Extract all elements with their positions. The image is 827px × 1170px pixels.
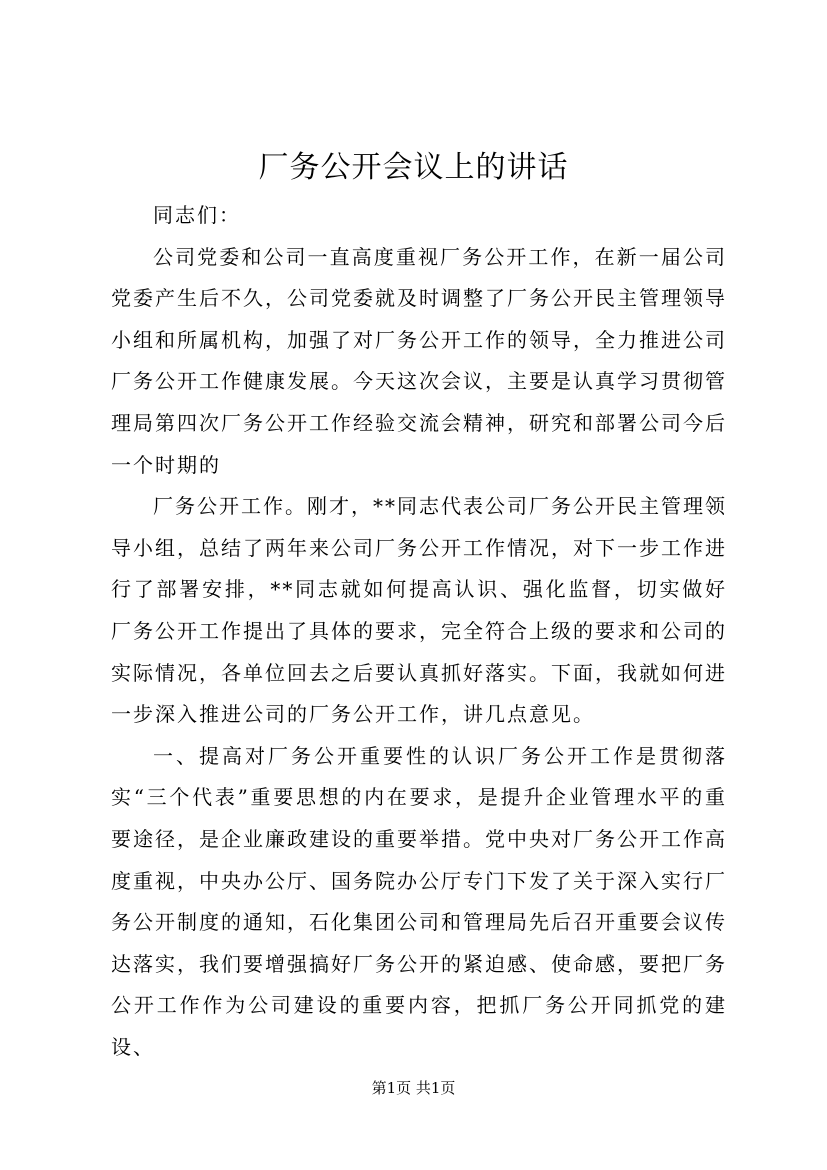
page-number-label: 第1页 共1页: [371, 1079, 456, 1097]
document-body: [111, 195, 727, 1068]
body-paragraph: 一、提高对厂务公开重要性的认识厂务公开工作是贯彻落实“三个代表”重要思想的内在要求，是提升企业管理水平的重要途径，是企业廉政建设的重要举措。党中央对厂务公开工作高度重视，中央办公厅、国务院办公厅专门下发了关于深入实行厂务公开制度的通知，石化集团公司和管理局先后召开重要会议传达落实，我们要增强搞好厂务公开的紧迫感、使命感，要把厂务公开工作作为公司建设的重要内容，把抓厂务公开同抓党的建设、: [111, 743, 727, 1059]
body-paragraph: 公司党委和公司一直高度重视厂务公开工作，在新一届公司党委产生后不久，公司党委就及时调整了厂务公开民主管理领导小组和所属机构，加强了对厂务公开工作的领导，全力推进公司厂务公开工作健康发展。今天这次会议，主要是认真学习贯彻管理局第四次厂务公开工作经验交流会精神，研究和部署公司今后一个时期的: [111, 244, 727, 477]
page-footer: [0, 1077, 827, 1099]
salutation-paragraph: 同志们：: [153, 203, 241, 227]
document-title: 厂务公开会议上的讲话: [258, 150, 569, 185]
body-paragraph: 厂务公开工作。刚才，**同志代表公司厂务公开民主管理领导小组，总结了两年来公司厂务公开工作情况，对下一步工作进行了部署安排，**同志就如何提高认识、强化监督，切实做好厂务公开工作提出了具体的要求，完全符合上级的要求和公司的实际情况，各单位回去之后要认真抓好落实。下面，我就如何进一步深入推进公司的厂务公开工作，讲几点意见。: [111, 494, 727, 727]
